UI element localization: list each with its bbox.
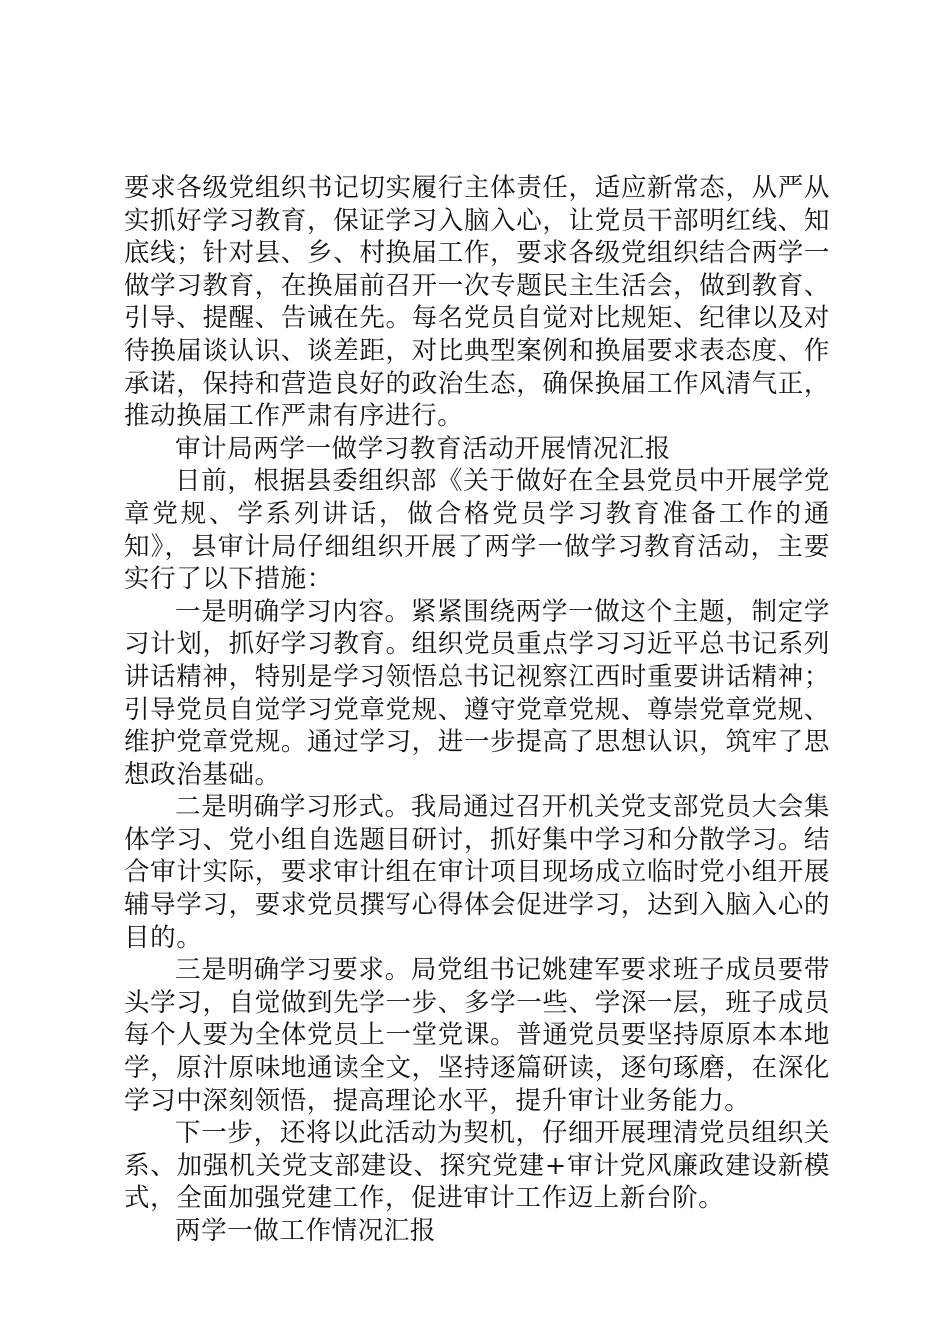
section-title-work-report: 两学一做工作情况汇报 bbox=[175, 1216, 437, 1246]
document-body bbox=[124, 172, 830, 1248]
section-title-audit-report: 审计局两学一做学习教育活动开展情况汇报 bbox=[175, 433, 671, 464]
paragraph-intro: 日前，根据县委组织部《关于做好在全县党员中开展学党章党规、学系列讲话，做合格党员学习教育准备工作的通知》，县审计局仔细组织开展了两学一做学习教育活动，主要实行了以下措施： bbox=[124, 466, 830, 595]
paragraph-measure-content: 一是明确学习内容。紧紧围绕两学一做这个主题，制定学习计划，抓好学习教育。组织党员重点学习习近平总书记系列讲话精神，特别是学习领悟总书记视察江西时重要讲话精神；引导党员自觉学习党章党规、遵守党章党规、尊崇党章党规、维护党章党规。通过学习，进一步提高了思想认识，筑牢了思想政治基础。 bbox=[124, 596, 830, 790]
paragraph-continuation: 要求各级党组织书记切实履行主体责任，适应新常态，从严从实抓好学习教育，保证学习入脑入心，让党员干部明红线、知底线；针对县、乡、村换届工作，要求各级党组织结合两学一做学习教育，在换届前召开一次专题民主生活会，做到教育、引导、提醒、告诫在先。每名党员自觉对比规矩、纪律以及对待换届谈认识、谈差距，对比典型案例和换届要求表态度、作承诺，保持和营造良好的政治生态，确保换届工作风清气正，推动换届工作严肃有序进行。 bbox=[124, 173, 830, 432]
paragraph-measure-form: 二是明确学习形式。我局通过召开机关党支部党员大会集体学习、党小组自选题目研讨，抓好集中学习和分散学习。结合审计实际，要求审计组在审计项目现场成立临时党小组开展辅导学习，要求党员撰写心得体会促进学习，达到入脑入心的目的。 bbox=[124, 792, 830, 953]
paragraph-measure-requirements: 三是明确学习要求。局党组书记姚建军要求班子成员要带头学习，自觉做到先学一步、多学一些、学深一层，班子成员每个人要为全体党员上一堂党课。普通党员要坚持原原本本地学，原汁原味地通读全文，坚持逐篇研读，逐句琢磨，在深化学习中深刻领悟，提高理论水平，提升审计业务能力。 bbox=[124, 955, 830, 1116]
paragraph-next-steps: 下一步，还将以此活动为契机，仔细开展理清党员组织关系、加强机关党支部建设、探究党建+审计党风廉政建设新模式，全面加强党建工作，促进审计工作迈上新台阶。 bbox=[124, 1118, 830, 1214]
